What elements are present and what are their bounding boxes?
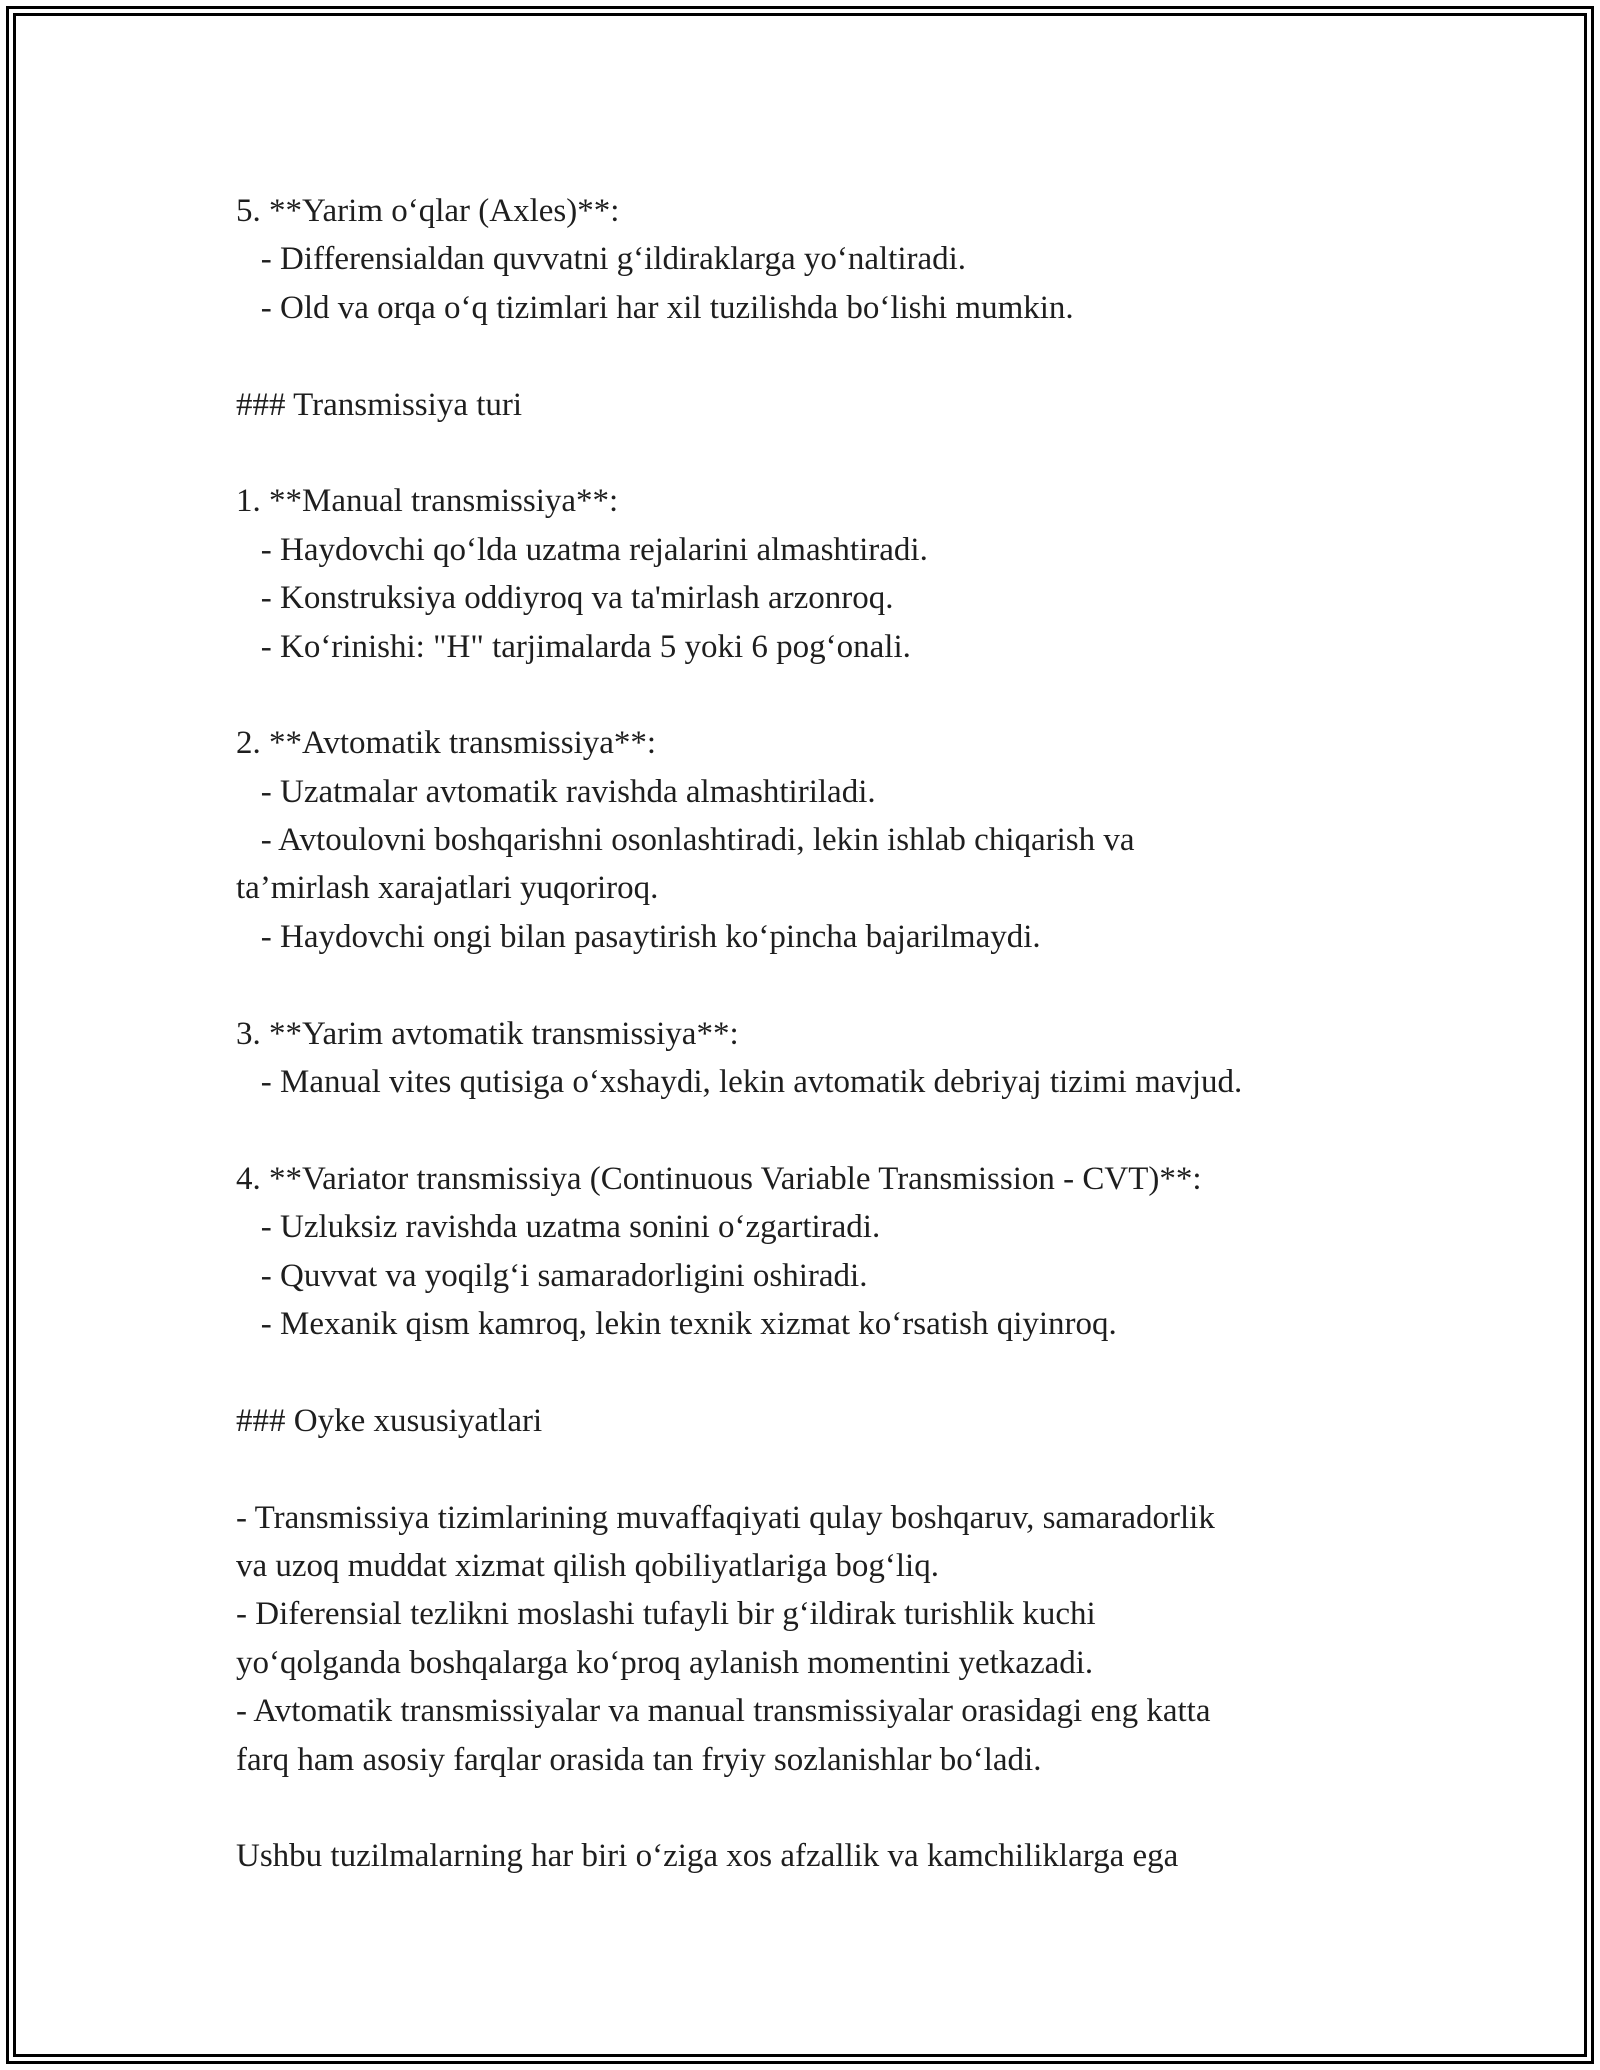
blank-line bbox=[236, 1445, 1386, 1493]
text-line: ta’mirlash xarajatlari yuqoriroq. bbox=[236, 870, 659, 907]
text-line: - Quvvat va yoqilg‘i samaradorligini oshiradi. bbox=[236, 1257, 868, 1294]
text-line: - Transmissiya tizimlarining muvaffaqiyati qulay boshqaruv, samaradorlik bbox=[236, 1499, 1215, 1536]
blank-line bbox=[236, 1784, 1386, 1832]
text-line: 4. **Variator transmissiya (Continuous Variable Transmission - CVT)**: bbox=[236, 1160, 1202, 1197]
text-line: - Avtomatik transmissiyalar va manual transmissiyalar orasidagi eng katta bbox=[236, 1693, 1211, 1730]
text-line: - Uzluksiz ravishda uzatma sonini o‘zgartiradi. bbox=[236, 1209, 881, 1246]
text-line: - Differensialdan quvvatni g‘ildiraklarga yo‘naltiradi. bbox=[236, 241, 967, 278]
text-line: - Haydovchi qo‘lda uzatma rejalarini almashtiradi. bbox=[236, 531, 928, 568]
text-line: 2. **Avtomatik transmissiya**: bbox=[236, 725, 657, 762]
text-line: - Manual vites qutisiga o‘xshaydi, lekin avtomatik debriyaj tizimi mavjud. bbox=[236, 1064, 1243, 1101]
text-line: 1. **Manual transmissiya**: bbox=[236, 483, 619, 520]
blank-line bbox=[236, 961, 1386, 1009]
text-line: 3. **Yarim avtomatik transmissiya**: bbox=[236, 1015, 739, 1052]
text-line: - Ko‘rinishi: "H" tarjimalarda 5 yoki 6 pog‘onali. bbox=[236, 628, 911, 665]
text-line: - Mexanik qism kamroq, lekin texnik xizmat ko‘rsatish qiyinroq. bbox=[236, 1305, 1117, 1342]
blank-line bbox=[236, 332, 1386, 380]
text-line: va uzoq muddat xizmat qilish qobiliyatlariga bog‘liq. bbox=[236, 1547, 939, 1584]
blank-line bbox=[236, 1106, 1386, 1154]
document-body bbox=[236, 187, 1386, 1881]
text-line: - Diferensial tezlikni moslashi tufayli bir g‘ildirak turishlik kuchi bbox=[236, 1596, 1096, 1633]
blank-line bbox=[236, 671, 1386, 719]
text-line: ### Transmissiya turi bbox=[236, 386, 523, 423]
text-line: Ushbu tuzilmalarning har biri o‘ziga xos afzallik va kamchiliklarga ega bbox=[236, 1838, 1179, 1875]
text-line: farq ham asosiy farqlar orasida tan fryiy sozlanishlar bo‘ladi. bbox=[236, 1741, 1042, 1778]
text-line: - Uzatmalar avtomatik ravishda almashtiriladi. bbox=[236, 773, 876, 810]
text-line: ### Oyke xususiyatlari bbox=[236, 1402, 543, 1439]
blank-line bbox=[236, 1348, 1386, 1396]
text-line: yo‘qolganda boshqalarga ko‘proq aylanish momentini yetkazadi. bbox=[236, 1644, 1094, 1681]
text-line: - Avtoulovni boshqarishni osonlashtiradi, lekin ishlab chiqarish va bbox=[236, 822, 1135, 859]
text-line: - Haydovchi ongi bilan pasaytirish ko‘pincha bajarilmaydi. bbox=[236, 918, 1041, 955]
blank-line bbox=[236, 429, 1386, 477]
text-line: - Konstruksiya oddiyroq va ta'mirlash arzonroq. bbox=[236, 580, 894, 617]
text-line: - Old va orqa o‘q tizimlari har xil tuzilishda bo‘lishi mumkin. bbox=[236, 289, 1074, 326]
text-line: 5. **Yarim o‘qlar (Axles)**: bbox=[236, 193, 620, 229]
